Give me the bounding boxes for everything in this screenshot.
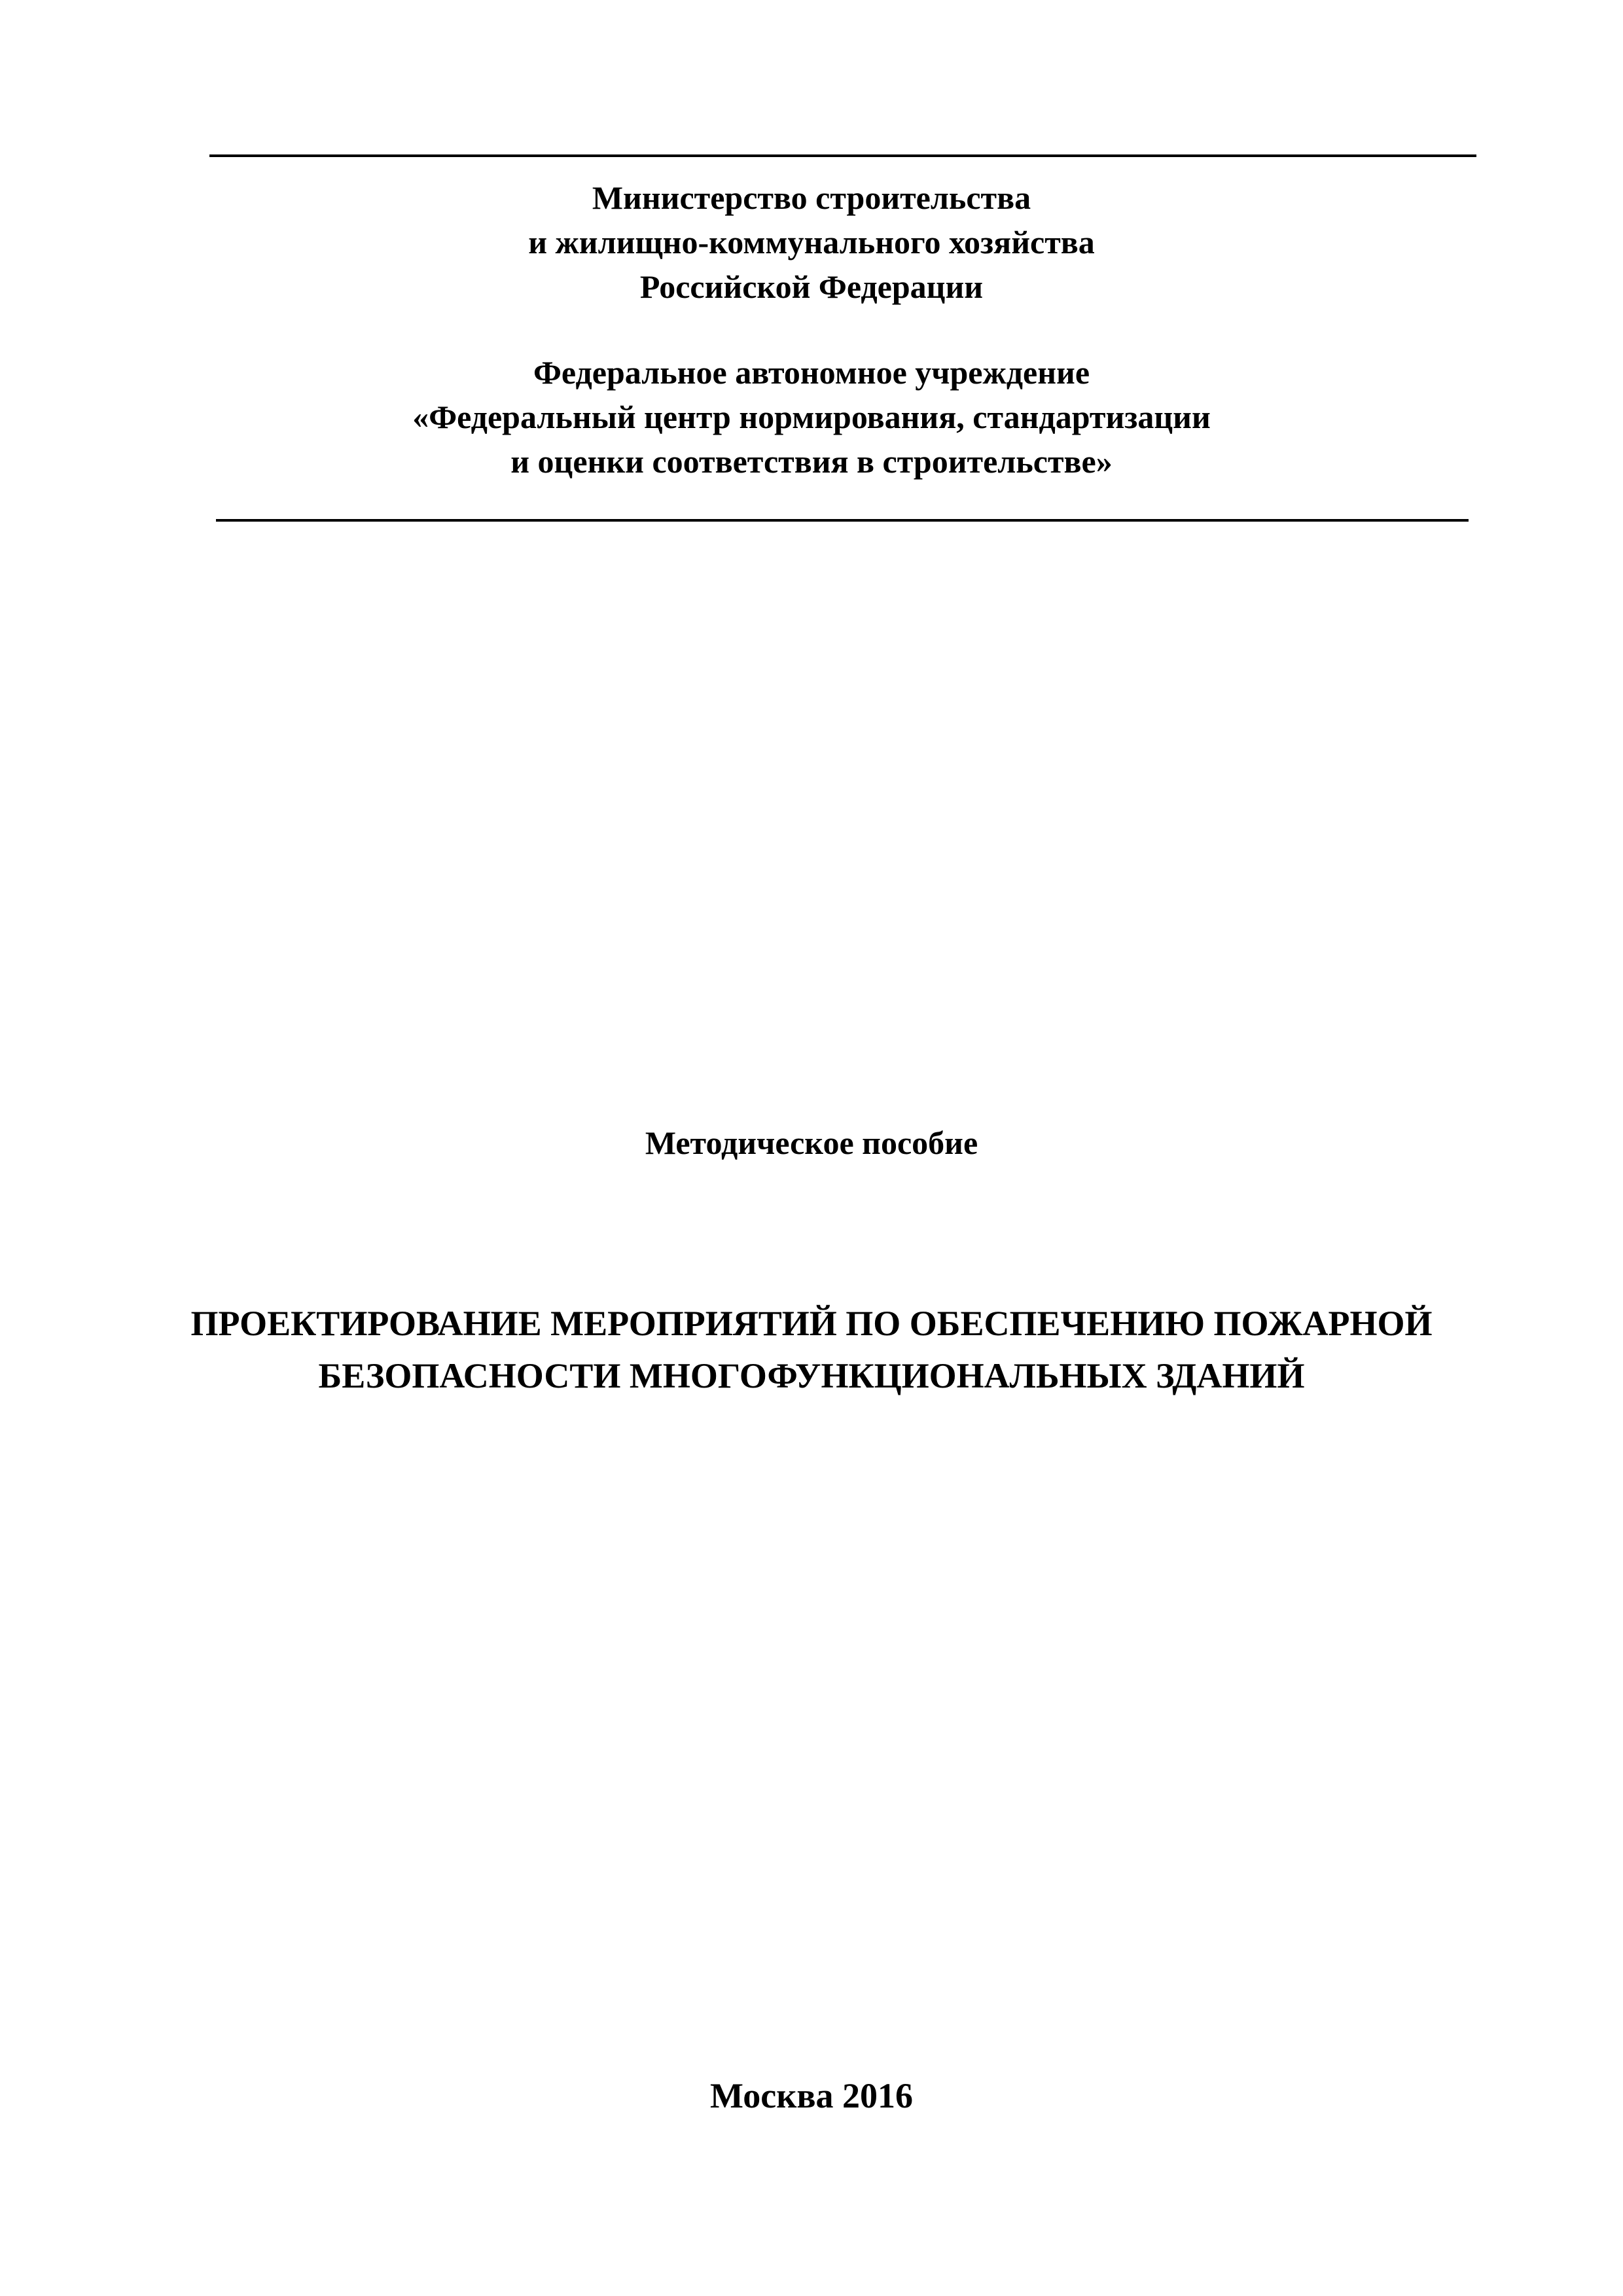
ministry-name <box>0 175 1623 309</box>
institution-name <box>0 350 1623 484</box>
document-type-label: Методическое пособие <box>645 1124 978 1161</box>
ministry-line-3: Российской Федерации <box>639 268 984 305</box>
document-title-line-1: ПРОЕКТИРОВАНИЕ МЕРОПРИЯТИЙ ПО ОБЕСПЕЧЕНИЮ ПОЖАРНОЙ <box>190 1304 1433 1343</box>
header-bottom-rule <box>216 519 1469 522</box>
ministry-line-2: и жилищно-коммунального хозяйства <box>528 224 1095 260</box>
ministry-line-1: Министерство строительства <box>592 179 1031 216</box>
document-type <box>0 1121 1623 1165</box>
publication-place-year <box>0 2072 1623 2119</box>
institution-line-2: «Федеральный центр нормирования, стандартизации <box>412 399 1211 435</box>
institution-line-1: Федеральное автономное учреждение <box>533 354 1090 391</box>
place-year-label: Москва 2016 <box>710 2076 913 2115</box>
header-top-rule <box>209 154 1476 157</box>
document-title-line-2: БЕЗОПАСНОСТИ МНОГОФУНКЦИОНАЛЬНЫХ ЗДАНИЙ <box>318 1356 1305 1395</box>
institution-line-3: и оценки соответствия в строительстве» <box>510 443 1113 480</box>
document-title <box>0 1297 1623 1402</box>
